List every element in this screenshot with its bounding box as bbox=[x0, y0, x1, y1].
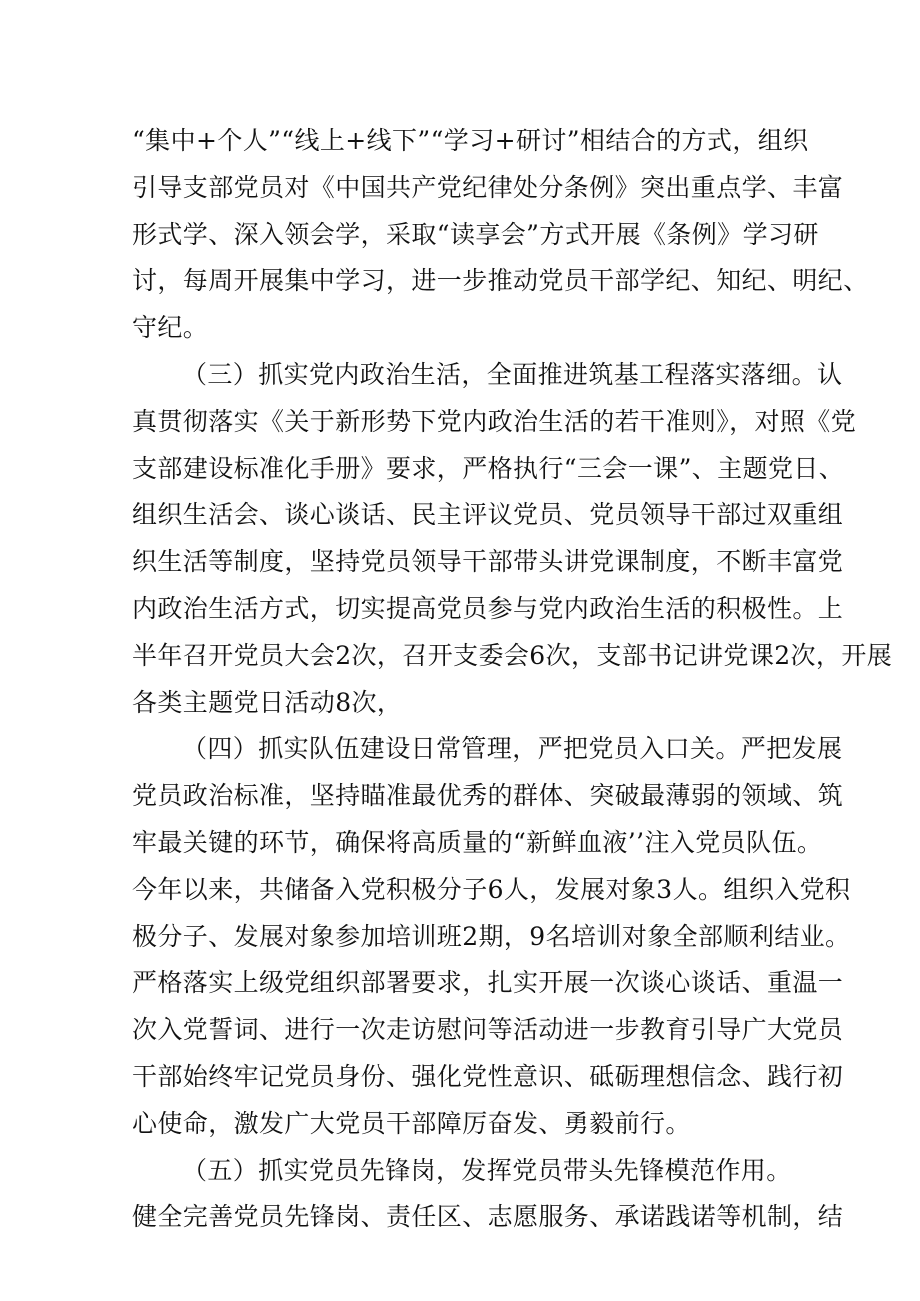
text-line: 形式学、深入领会学，采取“读享会”方式开展《条例》学习研 bbox=[132, 219, 819, 249]
text-line: 健全完善党员先锋岗、责任区、志愿服务、承诺践诺等机制，结 bbox=[132, 1202, 844, 1232]
text-line: 极分子、发展对象参加培训班2期，9名培训对象全部顺利结业。 bbox=[132, 921, 851, 951]
text-line: 织生活等制度，坚持党员领导干部带头讲党课制度，不断丰富党 bbox=[132, 547, 844, 577]
text-line: 组织生活会、谈心谈话、民主评议党员、党员领导干部过双重组 bbox=[132, 500, 844, 530]
text-line: 牢最关键的环节，确保将高质量的“新鲜血液’’注入党员队伍。 bbox=[132, 827, 823, 857]
text-line: 心使命，激发广大党员干部障厉奋发、勇毅前行。 bbox=[132, 1108, 691, 1138]
text-line: 讨，每周开展集中学习，进一步推动党员干部学纪、知纪、明纪、 bbox=[132, 266, 869, 296]
text-line: 干部始终牢记党员身份、强化党性意识、砥砺理想信念、践行初 bbox=[132, 1061, 844, 1091]
text-line: 严格落实上级党组织部署要求，扎实开展一次谈心谈话、重温一 bbox=[132, 968, 844, 998]
text-line: “集中+个人”“线上+线下”“学习+研讨”相结合的方式，组织 bbox=[132, 126, 809, 155]
text-line: 守纪。 bbox=[132, 313, 209, 343]
document-body bbox=[132, 118, 893, 1241]
text-line: 引导支部党员对《中国共产党纪律处分条例》突出重点学、丰富 bbox=[132, 172, 844, 202]
text-line: 半年召开党员大会2次，召开支委会6次，支部书记讲党课2次，开展 bbox=[132, 640, 893, 670]
text-line: 党员政治标准，坚持瞄准最优秀的群体、突破最薄弱的领域、筑 bbox=[132, 781, 844, 811]
section-heading-3: （三）抓实党内政治生活，全面推进筑基工程落实落细。认 bbox=[182, 359, 843, 389]
text-line: 真贯彻落实《关于新形势下党内政治生活的若干准则》，对照《党 bbox=[132, 406, 857, 436]
text-line: 今年以来，共储备入党积极分子6人，发展对象3人。组织入党积 bbox=[132, 874, 851, 904]
text-line: 次入党誓词、进行一次走访慰问等活动进一步教育引导广大党员 bbox=[132, 1015, 844, 1045]
text-line: 各类主题党日活动8次， bbox=[132, 687, 403, 717]
section-heading-4: （四）抓实队伍建设日常管理，严把党员入口关。严把发展 bbox=[182, 734, 843, 764]
text-line: 支部建设标准化手册》要求，严格执行“三会一课”、主题党日、 bbox=[132, 453, 845, 483]
text-line: 内政治生活方式，切实提高党员参与党内政治生活的积极性。上 bbox=[132, 593, 844, 623]
section-heading-5: （五）抓实党员先锋岗，发挥党员带头先锋模范作用。 bbox=[182, 1155, 792, 1185]
